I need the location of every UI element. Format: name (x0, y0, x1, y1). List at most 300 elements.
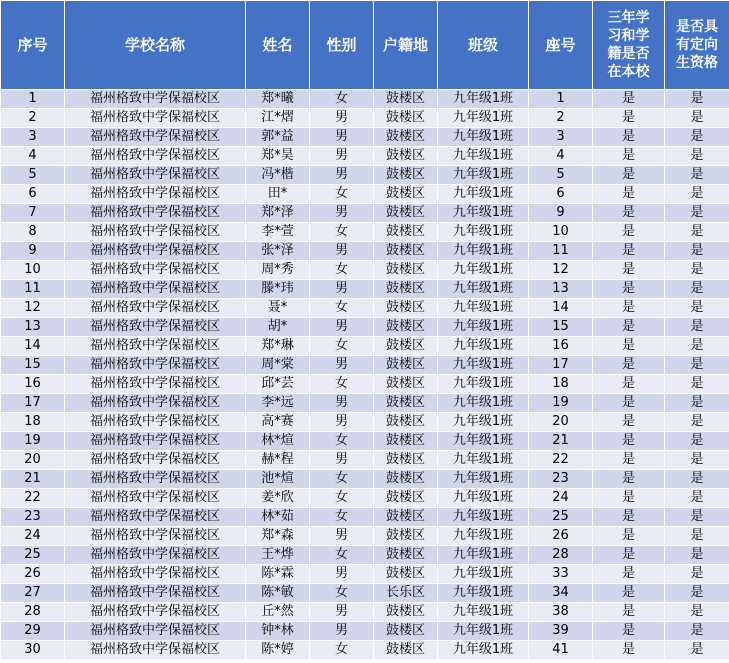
cell-hukou: 鼓楼区 (374, 641, 438, 660)
cell-seat: 21 (529, 432, 593, 451)
cell-seq: 4 (1, 147, 65, 166)
cell-seat: 39 (529, 622, 593, 641)
cell-gender: 男 (310, 318, 374, 337)
cell-gender: 女 (310, 90, 374, 109)
cell-school: 福州格致中学保福校区 (65, 261, 246, 280)
cell-class: 九年级1班 (438, 432, 529, 451)
header-seq: 序号 (1, 1, 65, 90)
cell-name: 周*秀 (246, 261, 310, 280)
table-row (1, 242, 729, 261)
cell-name: 冯*楷 (246, 166, 310, 185)
cell-class: 九年级1班 (438, 242, 529, 261)
cell-name: 滕*玮 (246, 280, 310, 299)
cell-seq: 6 (1, 185, 65, 204)
cell-three-year: 是 (593, 489, 665, 508)
cell-three-year: 是 (593, 432, 665, 451)
cell-qualified: 是 (665, 451, 729, 470)
cell-gender: 女 (310, 470, 374, 489)
cell-name: 张*泽 (246, 242, 310, 261)
cell-three-year: 是 (593, 413, 665, 432)
cell-hukou: 鼓楼区 (374, 470, 438, 489)
cell-seat: 6 (529, 185, 593, 204)
cell-seat: 16 (529, 337, 593, 356)
cell-hukou: 鼓楼区 (374, 489, 438, 508)
cell-three-year: 是 (593, 223, 665, 242)
cell-seat: 14 (529, 299, 593, 318)
cell-name: 李*萱 (246, 223, 310, 242)
cell-gender: 男 (310, 128, 374, 147)
cell-qualified: 是 (665, 375, 729, 394)
cell-seq: 10 (1, 261, 65, 280)
cell-school: 福州格致中学保福校区 (65, 451, 246, 470)
cell-class: 九年级1班 (438, 223, 529, 242)
cell-school: 福州格致中学保福校区 (65, 299, 246, 318)
cell-name: 林*煊 (246, 432, 310, 451)
cell-hukou: 鼓楼区 (374, 223, 438, 242)
cell-class: 九年级1班 (438, 622, 529, 641)
cell-hukou: 鼓楼区 (374, 527, 438, 546)
header-three-year-line: 在本校 (607, 64, 650, 80)
cell-name: 陈*婷 (246, 641, 310, 660)
cell-three-year: 是 (593, 147, 665, 166)
cell-name: 王*烨 (246, 546, 310, 565)
cell-three-year: 是 (593, 128, 665, 147)
cell-seq: 25 (1, 546, 65, 565)
header-qualification-line: 是否具 (676, 19, 718, 35)
cell-class: 九年级1班 (438, 489, 529, 508)
cell-hukou: 鼓楼区 (374, 375, 438, 394)
cell-gender: 女 (310, 508, 374, 527)
cell-name: 池*煊 (246, 470, 310, 489)
cell-school: 福州格致中学保福校区 (65, 318, 246, 337)
cell-three-year: 是 (593, 565, 665, 584)
cell-hukou: 鼓楼区 (374, 185, 438, 204)
cell-hukou: 鼓楼区 (374, 147, 438, 166)
cell-school: 福州格致中学保福校区 (65, 394, 246, 413)
cell-gender: 男 (310, 166, 374, 185)
cell-seat: 4 (529, 147, 593, 166)
cell-hukou: 鼓楼区 (374, 318, 438, 337)
cell-three-year: 是 (593, 337, 665, 356)
cell-qualified: 是 (665, 147, 729, 166)
cell-qualified: 是 (665, 128, 729, 147)
cell-seq: 22 (1, 489, 65, 508)
cell-seq: 23 (1, 508, 65, 527)
cell-qualified: 是 (665, 204, 729, 223)
cell-class: 九年级1班 (438, 603, 529, 622)
cell-hukou: 鼓楼区 (374, 299, 438, 318)
cell-name: 高*赛 (246, 413, 310, 432)
cell-class: 九年级1班 (438, 413, 529, 432)
header-qualification (665, 1, 729, 90)
table-row (1, 337, 729, 356)
cell-class: 九年级1班 (438, 185, 529, 204)
cell-seat: 28 (529, 546, 593, 565)
cell-seq: 5 (1, 166, 65, 185)
table-row (1, 527, 729, 546)
cell-gender: 男 (310, 356, 374, 375)
cell-seat: 19 (529, 394, 593, 413)
table-row (1, 546, 729, 565)
table-row (1, 280, 729, 299)
header-school: 学校名称 (65, 1, 246, 90)
cell-seq: 26 (1, 565, 65, 584)
cell-school: 福州格致中学保福校区 (65, 375, 246, 394)
cell-qualified: 是 (665, 413, 729, 432)
cell-three-year: 是 (593, 280, 665, 299)
cell-gender: 女 (310, 641, 374, 660)
cell-three-year: 是 (593, 185, 665, 204)
cell-qualified: 是 (665, 394, 729, 413)
cell-seat: 23 (529, 470, 593, 489)
cell-class: 九年级1班 (438, 128, 529, 147)
cell-three-year: 是 (593, 622, 665, 641)
cell-gender: 女 (310, 337, 374, 356)
cell-seat: 10 (529, 223, 593, 242)
cell-three-year: 是 (593, 299, 665, 318)
cell-name: 郑*森 (246, 527, 310, 546)
cell-school: 福州格致中学保福校区 (65, 527, 246, 546)
cell-seq: 3 (1, 128, 65, 147)
cell-school: 福州格致中学保福校区 (65, 432, 246, 451)
cell-qualified: 是 (665, 280, 729, 299)
cell-three-year: 是 (593, 470, 665, 489)
cell-hukou: 鼓楼区 (374, 109, 438, 128)
cell-class: 九年级1班 (438, 527, 529, 546)
cell-class: 九年级1班 (438, 470, 529, 489)
cell-qualified: 是 (665, 299, 729, 318)
header-qualification-line: 生资格 (676, 55, 718, 71)
cell-seq: 13 (1, 318, 65, 337)
cell-seat: 41 (529, 641, 593, 660)
cell-qualified: 是 (665, 470, 729, 489)
cell-school: 福州格致中学保福校区 (65, 584, 246, 603)
cell-class: 九年级1班 (438, 584, 529, 603)
cell-seq: 7 (1, 204, 65, 223)
cell-qualified: 是 (665, 242, 729, 261)
cell-name: 郭*益 (246, 128, 310, 147)
cell-seq: 21 (1, 470, 65, 489)
header-three-year-enrollment (593, 1, 665, 90)
cell-name: 郑*泽 (246, 204, 310, 223)
cell-name: 李*远 (246, 394, 310, 413)
cell-three-year: 是 (593, 527, 665, 546)
cell-three-year: 是 (593, 375, 665, 394)
cell-school: 福州格致中学保福校区 (65, 641, 246, 660)
cell-qualified: 是 (665, 432, 729, 451)
cell-school: 福州格致中学保福校区 (65, 204, 246, 223)
cell-school: 福州格致中学保福校区 (65, 565, 246, 584)
cell-qualified: 是 (665, 565, 729, 584)
cell-class: 九年级1班 (438, 261, 529, 280)
cell-class: 九年级1班 (438, 356, 529, 375)
table-row (1, 641, 729, 660)
table-row (1, 508, 729, 527)
cell-name: 郑*琳 (246, 337, 310, 356)
cell-hukou: 鼓楼区 (374, 603, 438, 622)
cell-three-year: 是 (593, 584, 665, 603)
cell-class: 九年级1班 (438, 318, 529, 337)
cell-name: 邱*芸 (246, 375, 310, 394)
cell-seat: 20 (529, 413, 593, 432)
cell-three-year: 是 (593, 261, 665, 280)
cell-seat: 11 (529, 242, 593, 261)
header-name: 姓名 (246, 1, 310, 90)
cell-three-year: 是 (593, 356, 665, 375)
table-row (1, 109, 729, 128)
cell-school: 福州格致中学保福校区 (65, 223, 246, 242)
cell-name: 林*茹 (246, 508, 310, 527)
cell-name: 姜*欣 (246, 489, 310, 508)
table-row (1, 451, 729, 470)
cell-qualified: 是 (665, 641, 729, 660)
cell-seq: 9 (1, 242, 65, 261)
cell-gender: 女 (310, 489, 374, 508)
header-three-year-line: 习和学 (607, 28, 650, 44)
cell-hukou: 鼓楼区 (374, 565, 438, 584)
cell-seq: 20 (1, 451, 65, 470)
table-row (1, 261, 729, 280)
cell-hukou: 鼓楼区 (374, 242, 438, 261)
cell-hukou: 鼓楼区 (374, 90, 438, 109)
cell-hukou: 长乐区 (374, 584, 438, 603)
table-row (1, 147, 729, 166)
cell-name: 田* (246, 185, 310, 204)
cell-three-year: 是 (593, 394, 665, 413)
cell-hukou: 鼓楼区 (374, 451, 438, 470)
cell-gender: 男 (310, 280, 374, 299)
cell-class: 九年级1班 (438, 147, 529, 166)
cell-qualified: 是 (665, 356, 729, 375)
cell-seq: 30 (1, 641, 65, 660)
cell-seat: 5 (529, 166, 593, 185)
table-row (1, 375, 729, 394)
table-row (1, 622, 729, 641)
cell-seat: 1 (529, 90, 593, 109)
cell-name: 赫*程 (246, 451, 310, 470)
cell-gender: 男 (310, 394, 374, 413)
cell-school: 福州格致中学保福校区 (65, 242, 246, 261)
cell-school: 福州格致中学保福校区 (65, 147, 246, 166)
table-row (1, 413, 729, 432)
cell-gender: 女 (310, 375, 374, 394)
cell-school: 福州格致中学保福校区 (65, 413, 246, 432)
cell-school: 福州格致中学保福校区 (65, 337, 246, 356)
cell-seq: 14 (1, 337, 65, 356)
cell-name: 江*熠 (246, 109, 310, 128)
cell-class: 九年级1班 (438, 508, 529, 527)
cell-class: 九年级1班 (438, 204, 529, 223)
cell-seat: 26 (529, 527, 593, 546)
cell-class: 九年级1班 (438, 565, 529, 584)
cell-seq: 12 (1, 299, 65, 318)
table-row (1, 128, 729, 147)
table-body (1, 90, 729, 660)
cell-qualified: 是 (665, 90, 729, 109)
cell-seat: 18 (529, 375, 593, 394)
cell-class: 九年级1班 (438, 375, 529, 394)
cell-gender: 男 (310, 242, 374, 261)
cell-qualified: 是 (665, 622, 729, 641)
header-three-year-line: 三年学 (607, 10, 650, 26)
cell-seq: 16 (1, 375, 65, 394)
cell-gender: 女 (310, 299, 374, 318)
cell-gender: 男 (310, 147, 374, 166)
cell-three-year: 是 (593, 508, 665, 527)
cell-hukou: 鼓楼区 (374, 432, 438, 451)
cell-class: 九年级1班 (438, 337, 529, 356)
table-row (1, 223, 729, 242)
cell-name: 陈*敏 (246, 584, 310, 603)
cell-school: 福州格致中学保福校区 (65, 280, 246, 299)
cell-seq: 11 (1, 280, 65, 299)
cell-qualified: 是 (665, 584, 729, 603)
header-class: 班级 (438, 1, 529, 90)
cell-seat: 34 (529, 584, 593, 603)
cell-hukou: 鼓楼区 (374, 546, 438, 565)
cell-class: 九年级1班 (438, 299, 529, 318)
cell-qualified: 是 (665, 109, 729, 128)
cell-hukou: 鼓楼区 (374, 394, 438, 413)
cell-gender: 女 (310, 223, 374, 242)
cell-seq: 15 (1, 356, 65, 375)
cell-gender: 男 (310, 622, 374, 641)
cell-gender: 女 (310, 432, 374, 451)
table-row (1, 166, 729, 185)
table-row (1, 299, 729, 318)
cell-gender: 男 (310, 109, 374, 128)
table-header-row (1, 1, 729, 90)
cell-three-year: 是 (593, 166, 665, 185)
cell-class: 九年级1班 (438, 166, 529, 185)
cell-seat: 3 (529, 128, 593, 147)
cell-name: 聂* (246, 299, 310, 318)
cell-qualified: 是 (665, 223, 729, 242)
cell-name: 周*棠 (246, 356, 310, 375)
cell-class: 九年级1班 (438, 546, 529, 565)
cell-school: 福州格致中学保福校区 (65, 166, 246, 185)
cell-three-year: 是 (593, 204, 665, 223)
cell-gender: 女 (310, 185, 374, 204)
cell-class: 九年级1班 (438, 109, 529, 128)
cell-hukou: 鼓楼区 (374, 356, 438, 375)
header-gender: 性别 (310, 1, 374, 90)
cell-seq: 18 (1, 413, 65, 432)
header-seat: 座号 (529, 1, 593, 90)
cell-gender: 女 (310, 546, 374, 565)
cell-seat: 12 (529, 261, 593, 280)
cell-school: 福州格致中学保福校区 (65, 546, 246, 565)
cell-qualified: 是 (665, 337, 729, 356)
header-qualification-line: 有定向 (676, 37, 718, 53)
cell-hukou: 鼓楼区 (374, 508, 438, 527)
cell-seat: 2 (529, 109, 593, 128)
cell-name: 郑*曦 (246, 90, 310, 109)
cell-class: 九年级1班 (438, 394, 529, 413)
table-row (1, 356, 729, 375)
cell-hukou: 鼓楼区 (374, 337, 438, 356)
cell-three-year: 是 (593, 242, 665, 261)
cell-school: 福州格致中学保福校区 (65, 489, 246, 508)
cell-three-year: 是 (593, 546, 665, 565)
cell-qualified: 是 (665, 508, 729, 527)
cell-three-year: 是 (593, 90, 665, 109)
cell-seat: 17 (529, 356, 593, 375)
cell-hukou: 鼓楼区 (374, 622, 438, 641)
cell-qualified: 是 (665, 318, 729, 337)
cell-gender: 男 (310, 603, 374, 622)
cell-gender: 男 (310, 204, 374, 223)
cell-school: 福州格致中学保福校区 (65, 470, 246, 489)
header-hukou: 户籍地 (374, 1, 438, 90)
cell-school: 福州格致中学保福校区 (65, 622, 246, 641)
table-row (1, 584, 729, 603)
table-row (1, 185, 729, 204)
cell-seq: 1 (1, 90, 65, 109)
cell-three-year: 是 (593, 451, 665, 470)
cell-class: 九年级1班 (438, 641, 529, 660)
cell-gender: 男 (310, 565, 374, 584)
cell-name: 陈*霖 (246, 565, 310, 584)
cell-hukou: 鼓楼区 (374, 166, 438, 185)
table-row (1, 470, 729, 489)
cell-three-year: 是 (593, 109, 665, 128)
cell-qualified: 是 (665, 166, 729, 185)
cell-three-year: 是 (593, 318, 665, 337)
cell-school: 福州格致中学保福校区 (65, 356, 246, 375)
cell-seat: 25 (529, 508, 593, 527)
cell-hukou: 鼓楼区 (374, 261, 438, 280)
cell-seat: 33 (529, 565, 593, 584)
cell-school: 福州格致中学保福校区 (65, 508, 246, 527)
cell-hukou: 鼓楼区 (374, 128, 438, 147)
cell-seat: 13 (529, 280, 593, 299)
cell-qualified: 是 (665, 185, 729, 204)
cell-gender: 女 (310, 584, 374, 603)
table-row (1, 204, 729, 223)
cell-school: 福州格致中学保福校区 (65, 109, 246, 128)
cell-name: 钟*林 (246, 622, 310, 641)
cell-seat: 38 (529, 603, 593, 622)
table-row (1, 90, 729, 109)
cell-seq: 17 (1, 394, 65, 413)
cell-seq: 24 (1, 527, 65, 546)
cell-seat: 9 (529, 204, 593, 223)
cell-qualified: 是 (665, 603, 729, 622)
cell-gender: 男 (310, 451, 374, 470)
cell-gender: 女 (310, 261, 374, 280)
cell-hukou: 鼓楼区 (374, 413, 438, 432)
cell-school: 福州格致中学保福校区 (65, 603, 246, 622)
cell-seq: 2 (1, 109, 65, 128)
cell-three-year: 是 (593, 603, 665, 622)
table-row (1, 565, 729, 584)
table-row (1, 318, 729, 337)
cell-school: 福州格致中学保福校区 (65, 128, 246, 147)
cell-qualified: 是 (665, 489, 729, 508)
cell-seat: 22 (529, 451, 593, 470)
table-row (1, 603, 729, 622)
cell-hukou: 鼓楼区 (374, 204, 438, 223)
cell-seq: 27 (1, 584, 65, 603)
cell-seat: 24 (529, 489, 593, 508)
cell-seq: 28 (1, 603, 65, 622)
cell-class: 九年级1班 (438, 451, 529, 470)
cell-qualified: 是 (665, 546, 729, 565)
cell-three-year: 是 (593, 641, 665, 660)
cell-seq: 19 (1, 432, 65, 451)
table-row (1, 432, 729, 451)
